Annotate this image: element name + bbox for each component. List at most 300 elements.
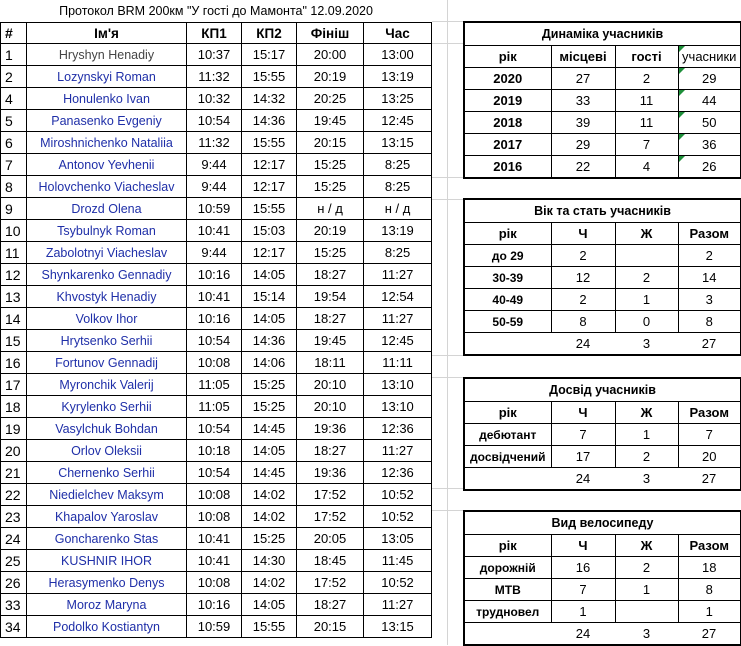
row-number: 18: [1, 396, 27, 418]
dynamics-header-row: [464, 46, 741, 68]
kp2-time: 15:55: [242, 132, 297, 154]
dynamics-cell: 11: [615, 112, 678, 134]
participant-name: KUSHNIR IHOR: [27, 550, 187, 572]
kp2-time: 14:02: [242, 506, 297, 528]
kp2-time: 12:17: [242, 242, 297, 264]
experience-row: [464, 424, 741, 446]
bike-type-cell: 1: [678, 601, 741, 623]
age-gender-cell: 2: [551, 289, 615, 311]
experience-title: Досвід учасників: [464, 378, 741, 402]
kp1-time: 10:41: [187, 220, 242, 242]
dynamics-cell: 2016: [464, 156, 551, 179]
dynamics-cell: 4: [615, 156, 678, 179]
dynamics-cell: 50: [678, 112, 741, 134]
dynamics-row: [464, 112, 741, 134]
total-time: 12:36: [364, 462, 432, 484]
kp1-time: 11:05: [187, 396, 242, 418]
kp1-time: 10:54: [187, 462, 242, 484]
table-row: [1, 308, 432, 330]
table-row: [1, 616, 432, 638]
bike-type-cell: 7: [551, 579, 615, 601]
kp2-time: 15:25: [242, 374, 297, 396]
bike-type-header-cell: Ж: [615, 535, 678, 557]
experience-cell: 7: [551, 424, 615, 446]
kp1-time: 10:08: [187, 572, 242, 594]
participant-name: Orlov Oleksii: [27, 440, 187, 462]
row-number: 22: [1, 484, 27, 506]
kp1-time: 10:54: [187, 110, 242, 132]
kp1-time: 9:44: [187, 154, 242, 176]
participant-name: Holovchenko Viacheslav: [27, 176, 187, 198]
kp1-time: 11:32: [187, 132, 242, 154]
finish-time: 19:36: [297, 462, 364, 484]
kp1-time: 10:54: [187, 330, 242, 352]
table-row: [1, 198, 432, 220]
total-time: 13:15: [364, 616, 432, 638]
row-number: 1: [1, 44, 27, 66]
kp1-time: 9:44: [187, 242, 242, 264]
kp2-time: 14:45: [242, 462, 297, 484]
total-time: 11:11: [364, 352, 432, 374]
age-gender-cell: [464, 333, 551, 356]
total-time: 10:52: [364, 572, 432, 594]
age-gender-cell: 3: [678, 289, 741, 311]
age-gender-cell: 27: [678, 333, 741, 356]
participant-name: Hrytsenko Serhii: [27, 330, 187, 352]
row-number: 15: [1, 330, 27, 352]
finish-time: 20:10: [297, 396, 364, 418]
kp1-time: 10:37: [187, 44, 242, 66]
dynamics-title: Динаміка учасників: [464, 22, 741, 46]
kp1-time: 10:16: [187, 594, 242, 616]
bike-type-cell: 16: [551, 557, 615, 579]
age-gender-cell: 2: [551, 245, 615, 267]
age-gender-row: [464, 311, 741, 333]
row-number: 8: [1, 176, 27, 198]
participant-name: Myronchik Valerij: [27, 374, 187, 396]
experience-row: [464, 468, 741, 491]
bike-type-title: Вид велосипеду: [464, 511, 741, 535]
age-gender-cell: 2: [678, 245, 741, 267]
row-number: 21: [1, 462, 27, 484]
table-row: [1, 242, 432, 264]
age-gender-row: [464, 289, 741, 311]
dynamics-cell: 29: [551, 134, 615, 156]
row-number: 10: [1, 220, 27, 242]
bike-type-row: [464, 623, 741, 646]
experience-cell: [464, 468, 551, 491]
participant-name: Khapalov Yaroslav: [27, 506, 187, 528]
finish-time: 18:27: [297, 594, 364, 616]
header-name: Ім'я: [27, 23, 187, 44]
experience-cell: 24: [551, 468, 615, 491]
dynamics-cell: 33: [551, 90, 615, 112]
dynamics-cell: 2017: [464, 134, 551, 156]
finish-time: 18:11: [297, 352, 364, 374]
kp1-time: 10:18: [187, 440, 242, 462]
participant-name: Kyrylenko Serhii: [27, 396, 187, 418]
bike-type-row: [464, 579, 741, 601]
header-kp2: КП2: [242, 23, 297, 44]
kp1-time: 10:41: [187, 550, 242, 572]
dynamics-row: [464, 156, 741, 179]
row-number: 16: [1, 352, 27, 374]
dynamics-cell: 26: [678, 156, 741, 179]
participant-name: Khvostyk Henadiy: [27, 286, 187, 308]
kp1-time: 10:08: [187, 484, 242, 506]
table-row: [1, 462, 432, 484]
bike-type-cell: 2: [615, 557, 678, 579]
age-gender-header-cell: Ч: [551, 223, 615, 245]
experience-cell: 27: [678, 468, 741, 491]
bike-type-cell: МТВ: [464, 579, 551, 601]
header-finish: Фініш: [297, 23, 364, 44]
bike-type-cell: дорожній: [464, 557, 551, 579]
dynamics-cell: 29: [678, 68, 741, 90]
dynamics-cell: 11: [615, 90, 678, 112]
finish-time: 19:45: [297, 330, 364, 352]
experience-cell: 20: [678, 446, 741, 468]
dynamics-cell: 22: [551, 156, 615, 179]
dynamics-cell: 2018: [464, 112, 551, 134]
bike-type-cell: [615, 601, 678, 623]
finish-time: 15:25: [297, 176, 364, 198]
total-time: 13:00: [364, 44, 432, 66]
participant-name: Zabolotnyi Viacheslav: [27, 242, 187, 264]
total-time: 8:25: [364, 154, 432, 176]
age-gender-row: [464, 333, 741, 356]
total-time: 13:25: [364, 88, 432, 110]
participant-name: Niedielchev Maksym: [27, 484, 187, 506]
experience-header-row: [464, 402, 741, 424]
row-number: 19: [1, 418, 27, 440]
kp1-time: 10:41: [187, 528, 242, 550]
table-row: [1, 550, 432, 572]
table-row: [1, 440, 432, 462]
row-number: 13: [1, 286, 27, 308]
kp2-time: 15:55: [242, 198, 297, 220]
finish-time: 17:52: [297, 572, 364, 594]
age-gender-cell: 50-59: [464, 311, 551, 333]
experience-cell: 7: [678, 424, 741, 446]
table-row: [1, 484, 432, 506]
age-gender-cell: 8: [678, 311, 741, 333]
age-gender-cell: 0: [615, 311, 678, 333]
participant-name: Tsybulnyk Roman: [27, 220, 187, 242]
bike-type-cell: 24: [551, 623, 615, 646]
participant-name: Chernenko Serhii: [27, 462, 187, 484]
participant-name: Lozynskyi Roman: [27, 66, 187, 88]
row-number: 26: [1, 572, 27, 594]
table-row: [1, 506, 432, 528]
bike-type-row: [464, 601, 741, 623]
dynamics-header-cell: місцеві: [551, 46, 615, 68]
kp1-time: 10:08: [187, 352, 242, 374]
bike-type-header-cell: рік: [464, 535, 551, 557]
age-gender-header-cell: Ж: [615, 223, 678, 245]
row-number: 12: [1, 264, 27, 286]
kp2-time: 14:02: [242, 572, 297, 594]
kp2-time: 14:36: [242, 330, 297, 352]
table-row: [1, 572, 432, 594]
total-time: 13:19: [364, 220, 432, 242]
participant-name: Vasylchuk Bohdan: [27, 418, 187, 440]
finish-time: 20:00: [297, 44, 364, 66]
total-time: н / д: [364, 198, 432, 220]
row-number: 4: [1, 88, 27, 110]
row-number: 33: [1, 594, 27, 616]
dynamics-cell: 27: [551, 68, 615, 90]
finish-time: 19:45: [297, 110, 364, 132]
kp2-time: 15:03: [242, 220, 297, 242]
finish-time: 15:25: [297, 154, 364, 176]
participant-name: Antonov Yevhenii: [27, 154, 187, 176]
row-number: 5: [1, 110, 27, 132]
finish-time: 19:54: [297, 286, 364, 308]
total-time: 11:27: [364, 308, 432, 330]
results-header-row: [1, 23, 432, 44]
header-time: Час: [364, 23, 432, 44]
kp2-time: 15:25: [242, 528, 297, 550]
bike-type-header-cell: Ч: [551, 535, 615, 557]
row-number: 9: [1, 198, 27, 220]
row-number: 17: [1, 374, 27, 396]
participant-name: Fortunov Gennadij: [27, 352, 187, 374]
table-row: [1, 132, 432, 154]
kp2-time: 14:05: [242, 308, 297, 330]
kp2-time: 15:14: [242, 286, 297, 308]
dynamics-cell: 7: [615, 134, 678, 156]
bike-type-cell: 18: [678, 557, 741, 579]
table-row: [1, 352, 432, 374]
kp2-time: 15:17: [242, 44, 297, 66]
bike-type-cell: 8: [678, 579, 741, 601]
age-gender-row: [464, 267, 741, 289]
experience-cell: 1: [615, 424, 678, 446]
row-number: 7: [1, 154, 27, 176]
table-row: [1, 374, 432, 396]
dynamics-cell: 2: [615, 68, 678, 90]
total-time: 12:36: [364, 418, 432, 440]
protocol-title: Протокол BRM 200км "У гості до Мамонта" 12.09.2020: [1, 0, 432, 23]
header-kp1: КП1: [187, 23, 242, 44]
table-row: [1, 594, 432, 616]
dynamics-row: [464, 90, 741, 112]
total-time: 13:10: [364, 374, 432, 396]
total-time: 10:52: [364, 484, 432, 506]
dynamics-header-cell: учасники: [678, 46, 741, 68]
row-number: 34: [1, 616, 27, 638]
finish-time: 18:27: [297, 264, 364, 286]
participant-name: Miroshnichenko Nataliia: [27, 132, 187, 154]
total-time: 8:25: [364, 242, 432, 264]
participant-name: Drozd Olena: [27, 198, 187, 220]
finish-time: 18:27: [297, 308, 364, 330]
bike-type-header-cell: Разом: [678, 535, 741, 557]
kp2-time: 12:17: [242, 176, 297, 198]
dynamics-cell: 44: [678, 90, 741, 112]
age-gender-cell: 14: [678, 267, 741, 289]
table-row: [1, 286, 432, 308]
total-time: 11:27: [364, 264, 432, 286]
kp1-time: 10:41: [187, 286, 242, 308]
bike-type-cell: трудновел: [464, 601, 551, 623]
table-row: [1, 220, 432, 242]
total-time: 11:27: [364, 440, 432, 462]
kp2-time: 14:05: [242, 440, 297, 462]
finish-time: 20:15: [297, 616, 364, 638]
kp1-time: 10:16: [187, 264, 242, 286]
bike-type-row: [464, 557, 741, 579]
row-number: 6: [1, 132, 27, 154]
table-row: [1, 176, 432, 198]
finish-time: 18:27: [297, 440, 364, 462]
row-number: 25: [1, 550, 27, 572]
total-time: 12:45: [364, 110, 432, 132]
kp1-time: 10:08: [187, 506, 242, 528]
table-row: [1, 396, 432, 418]
age-gender-header-row: [464, 223, 741, 245]
row-number: 20: [1, 440, 27, 462]
finish-time: 17:52: [297, 506, 364, 528]
row-number: 2: [1, 66, 27, 88]
kp2-time: 14:36: [242, 110, 297, 132]
participant-name: Podolko Kostiantyn: [27, 616, 187, 638]
age-gender-cell: 8: [551, 311, 615, 333]
table-row: [1, 154, 432, 176]
dynamics-table: [463, 21, 741, 179]
row-number: 24: [1, 528, 27, 550]
experience-cell: 3: [615, 468, 678, 491]
experience-header-cell: рік: [464, 402, 551, 424]
bike-type-cell: [464, 623, 551, 646]
table-row: [1, 66, 432, 88]
age-gender-cell: 12: [551, 267, 615, 289]
bike-type-cell: 27: [678, 623, 741, 646]
bike-type-cell: 1: [551, 601, 615, 623]
kp1-time: 10:32: [187, 88, 242, 110]
kp2-time: 14:30: [242, 550, 297, 572]
participant-name: Herasymenko Denys: [27, 572, 187, 594]
participant-name: Volkov Ihor: [27, 308, 187, 330]
dynamics-cell: 36: [678, 134, 741, 156]
kp2-time: 12:17: [242, 154, 297, 176]
finish-time: 20:15: [297, 132, 364, 154]
kp1-time: 10:59: [187, 198, 242, 220]
experience-cell: досвідчений: [464, 446, 551, 468]
total-time: 11:45: [364, 550, 432, 572]
age-gender-header-cell: Разом: [678, 223, 741, 245]
dynamics-cell: 2019: [464, 90, 551, 112]
kp2-time: 14:05: [242, 264, 297, 286]
total-time: 11:27: [364, 594, 432, 616]
experience-header-cell: Ж: [615, 402, 678, 424]
bike-type-cell: 1: [615, 579, 678, 601]
age-gender-table: [463, 198, 741, 356]
kp1-time: 10:54: [187, 418, 242, 440]
dynamics-row: [464, 68, 741, 90]
age-gender-cell: 24: [551, 333, 615, 356]
age-gender-cell: до 29: [464, 245, 551, 267]
kp2-time: 15:55: [242, 66, 297, 88]
total-time: 13:15: [364, 132, 432, 154]
kp1-time: 11:05: [187, 374, 242, 396]
kp1-time: 11:32: [187, 66, 242, 88]
total-time: 8:25: [364, 176, 432, 198]
experience-table: [463, 377, 741, 491]
age-gender-cell: 1: [615, 289, 678, 311]
bike-type-header-row: [464, 535, 741, 557]
total-time: 13:05: [364, 528, 432, 550]
age-gender-title: Вік та стать учасників: [464, 199, 741, 223]
age-gender-cell: 3: [615, 333, 678, 356]
total-time: 12:45: [364, 330, 432, 352]
kp2-time: 14:02: [242, 484, 297, 506]
total-time: 10:52: [364, 506, 432, 528]
participant-name: Honulenko Ivan: [27, 88, 187, 110]
age-gender-cell: 2: [615, 267, 678, 289]
finish-time: 20:25: [297, 88, 364, 110]
row-number: 14: [1, 308, 27, 330]
total-time: 13:19: [364, 66, 432, 88]
header-number: #: [1, 23, 27, 44]
experience-header-cell: Ч: [551, 402, 615, 424]
table-row: [1, 528, 432, 550]
dynamics-cell: 39: [551, 112, 615, 134]
kp2-time: 14:05: [242, 594, 297, 616]
dynamics-header-cell: рік: [464, 46, 551, 68]
experience-header-cell: Разом: [678, 402, 741, 424]
age-gender-cell: 30-39: [464, 267, 551, 289]
participant-name: Shynkarenko Gennadiy: [27, 264, 187, 286]
finish-time: 19:36: [297, 418, 364, 440]
dynamics-cell: 2020: [464, 68, 551, 90]
row-number: 23: [1, 506, 27, 528]
total-time: 12:54: [364, 286, 432, 308]
experience-cell: дебютант: [464, 424, 551, 446]
participant-name: Goncharenko Stas: [27, 528, 187, 550]
age-gender-cell: [615, 245, 678, 267]
finish-time: н / д: [297, 198, 364, 220]
kp1-time: 9:44: [187, 176, 242, 198]
finish-time: 20:10: [297, 374, 364, 396]
age-gender-cell: 40-49: [464, 289, 551, 311]
table-row: [1, 44, 432, 66]
kp2-time: 15:55: [242, 616, 297, 638]
dynamics-header-cell: гості: [615, 46, 678, 68]
finish-time: 18:45: [297, 550, 364, 572]
experience-row: [464, 446, 741, 468]
table-row: [1, 330, 432, 352]
table-row: [1, 418, 432, 440]
kp2-time: 14:45: [242, 418, 297, 440]
bike-type-table: [463, 510, 741, 646]
bike-type-cell: 3: [615, 623, 678, 646]
finish-time: 20:19: [297, 220, 364, 242]
kp2-time: 14:06: [242, 352, 297, 374]
participant-name: Moroz Maryna: [27, 594, 187, 616]
table-row: [1, 88, 432, 110]
finish-time: 20:19: [297, 66, 364, 88]
age-gender-header-cell: рік: [464, 223, 551, 245]
finish-time: 20:05: [297, 528, 364, 550]
row-number: 11: [1, 242, 27, 264]
experience-cell: 2: [615, 446, 678, 468]
finish-time: 15:25: [297, 242, 364, 264]
table-row: [1, 264, 432, 286]
dynamics-row: [464, 134, 741, 156]
kp1-time: 10:59: [187, 616, 242, 638]
